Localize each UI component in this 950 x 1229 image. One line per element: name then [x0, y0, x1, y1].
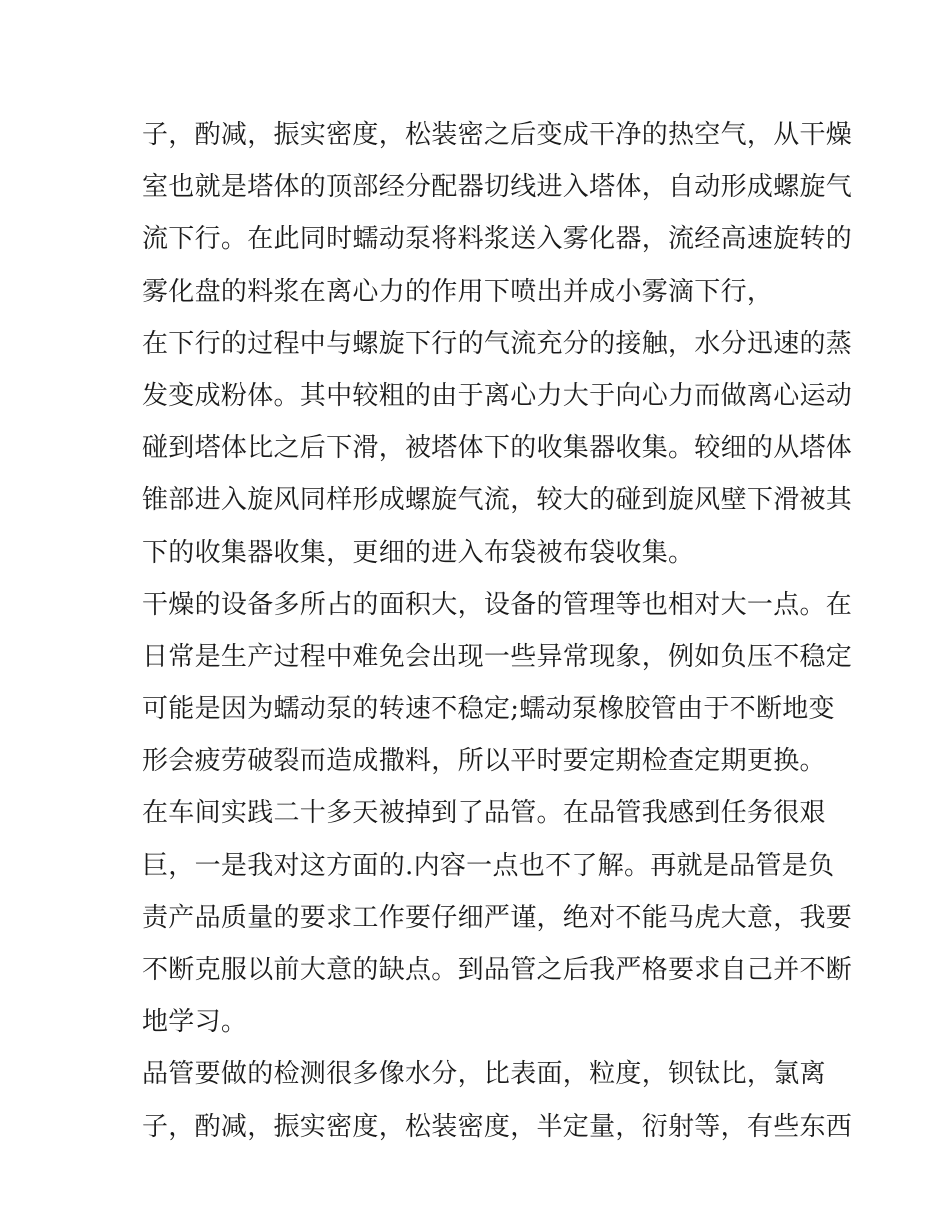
text-line-6: 发变成粉体。其中较粗的由于离心力大于向心力而做离心运动: [142, 380, 853, 411]
text-line-3: 流下行。在此同时蠕动泵将料浆送入雾化器，流经高速旋转的: [142, 224, 853, 255]
text-line-19: 品管要做的检测很多像水分，比表面，粒度，钡钛比，氯离: [142, 1059, 826, 1090]
text-line-15: 巨，一是我对这方面的.内容一点也不了解。再就是品管是负: [142, 850, 835, 881]
text-line-7: 碰到塔体比之后下滑，被塔体下的收集器收集。较细的从塔体: [142, 433, 853, 464]
text-line-11: 日常是生产过程中难免会出现一些异常现象，例如负压不稳定: [142, 641, 853, 672]
text-line-4: 雾化盘的料浆在离心力的作用下喷出并成小雾滴下行，: [142, 276, 774, 307]
text-line-14: 在车间实践二十多天被掉到了品管。在品管我感到任务很艰: [142, 798, 826, 829]
text-line-1: 子，酌减，振实密度，松装密之后变成干净的热空气，从干燥: [142, 120, 853, 150]
text-line-17: 不断克服以前大意的缺点。到品管之后我严格要求自己并不断: [142, 955, 853, 985]
text-line-18: 地学习。: [142, 1007, 248, 1038]
text-line-10: 干燥的设备多所占的面积大，设备的管理等也相对大一点。在: [142, 589, 853, 620]
text-line-8: 锥部进入旋风同样形成螺旋气流，较大的碰到旋风壁下滑被其: [142, 485, 853, 516]
text-line-9: 下的收集器收集，更细的进入布袋被布袋收集。: [142, 537, 695, 568]
text-line-16: 责产品质量的要求工作要仔细严谨，绝对不能马虎大意，我要: [142, 902, 853, 933]
text-line-13: 形会疲劳破裂而造成撒料，所以平时要定期检查定期更换。: [142, 746, 826, 777]
text-line-2: 室也就是塔体的顶部经分配器切线进入塔体，自动形成螺旋气: [142, 172, 853, 203]
text-line-12: 可能是因为蠕动泵的转速不稳定;蠕动泵橡胶管由于不断地变: [142, 694, 835, 725]
text-line-20: 子，酌减，振实密度，松装密度，半定量，衍射等，有些东西: [142, 1111, 853, 1142]
body-text: [142, 109, 853, 1153]
text-line-5: 在下行的过程中与螺旋下行的气流充分的接触，水分迅速的蒸: [142, 328, 853, 359]
